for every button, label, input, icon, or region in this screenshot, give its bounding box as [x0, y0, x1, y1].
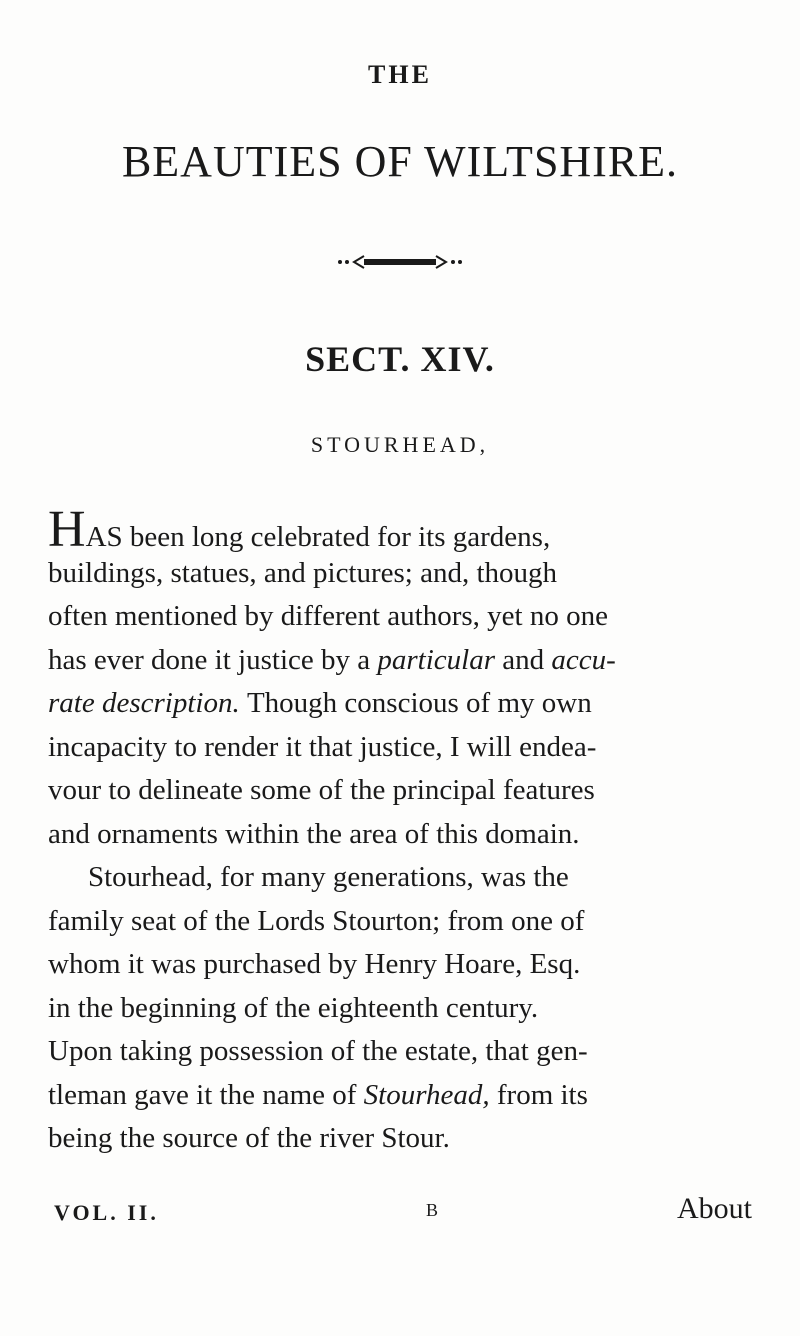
line-10-text: family seat of the Lords Stourton; from one of	[48, 904, 585, 937]
text-line	[48, 501, 752, 558]
text-line	[48, 813, 752, 857]
text-line	[48, 1117, 752, 1161]
line-14-text: tleman gave it the name of	[48, 1078, 357, 1111]
section-subtitle: STOURHEAD,	[310, 432, 490, 457]
body-text	[48, 501, 752, 1161]
line-2-text: buildings, statues, and pictures; and, though	[48, 556, 558, 589]
line-9-text: Stourhead, for many generations, was the	[88, 861, 569, 893]
signature-mark: B	[426, 1200, 439, 1220]
line-14-end: from its	[496, 1078, 588, 1111]
line-13-text: Upon taking possession of the estate, that gen-	[48, 1035, 588, 1067]
text-line	[48, 856, 752, 900]
emphasis-particular: particular	[377, 643, 495, 676]
line-6-text: incapacity to render it that justice, I will endea-	[48, 730, 597, 763]
line-12-text: in the beginning of the eighteenth century.	[48, 991, 539, 1024]
line-4-and: and	[502, 643, 545, 676]
emphasis-stourhead: Stourhead,	[363, 1078, 490, 1111]
text-line	[48, 1030, 752, 1074]
book-title: BEAUTIES OF WILTSHIRE.	[121, 137, 679, 186]
line-5-text: Though conscious of my own	[246, 687, 592, 719]
line-8-text: and ornaments within the area of this domain.	[48, 817, 580, 850]
text-line	[48, 1074, 752, 1118]
text-line	[48, 552, 752, 596]
text-line	[48, 769, 752, 813]
ornament-divider-icon	[334, 252, 466, 272]
emphasis-accu: accu-	[551, 643, 616, 676]
line-4-text: has ever done it justice by a	[48, 643, 371, 676]
text-line	[48, 595, 752, 639]
text-line	[48, 726, 752, 770]
emphasis-rate-description: rate description.	[48, 687, 240, 719]
drop-cap: H	[48, 501, 86, 558]
line-1-text: AS been long celebrated for its gardens,	[85, 521, 551, 553]
volume-marker: VOL. II.	[54, 1200, 159, 1225]
text-line	[48, 639, 752, 683]
line-3-text: often mentioned by different authors, yet no one	[48, 600, 608, 632]
catchword: About	[677, 1192, 752, 1225]
running-title-the: THE	[368, 60, 432, 89]
text-line	[48, 682, 752, 726]
line-7-text: vour to delineate some of the principal features	[48, 774, 595, 806]
line-11-text: whom it was purchased by Henry Hoare, Esq.	[48, 948, 581, 980]
line-15-text: being the source of the river Stour.	[48, 1122, 450, 1154]
text-line	[48, 900, 752, 944]
text-line	[48, 987, 752, 1031]
text-line	[48, 943, 752, 987]
page-footer	[54, 1192, 752, 1236]
section-heading: SECT. XIV.	[305, 339, 495, 379]
